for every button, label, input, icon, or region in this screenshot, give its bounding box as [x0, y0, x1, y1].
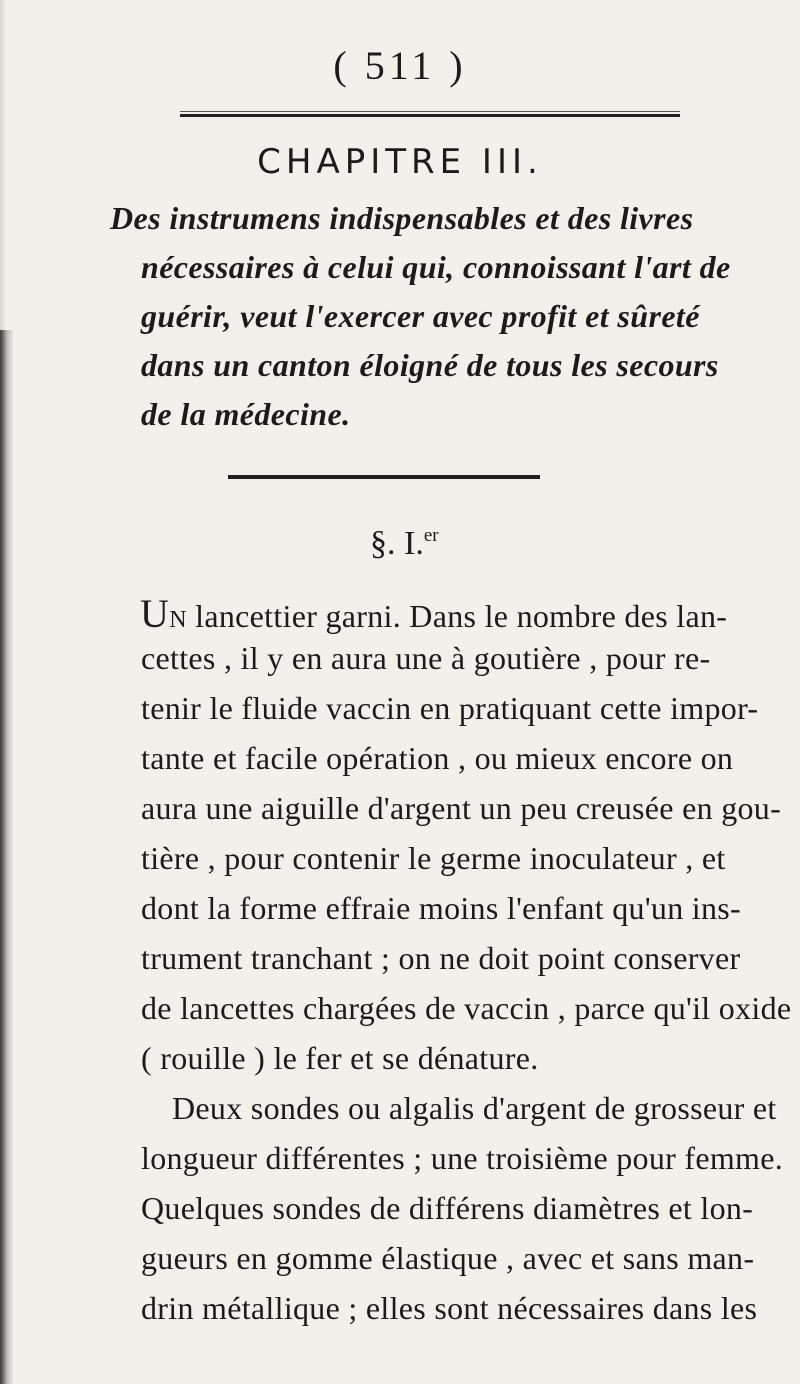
body-line: Quelques sondes de différens diamètres et lon- — [141, 1190, 754, 1226]
body-line: cettes , il y en aura une à goutière , pour re- — [141, 640, 711, 676]
header-rule-thin — [180, 111, 680, 112]
subtitle-line: Des instrumens indispensables et des livres — [110, 200, 694, 236]
body-line: dont la forme effraie moins l'enfant qu'un ins- — [141, 890, 741, 926]
body-line: longueur différentes ; une troisième pour femme. — [141, 1140, 784, 1176]
subtitle-line: de la médecine. — [141, 396, 351, 432]
page-number: ( 511 ) — [333, 43, 467, 88]
body-line: tante et facile opération , ou mieux encore on — [141, 740, 734, 776]
subtitle-line: nécessaires à celui qui, connoissant l'art de — [141, 249, 731, 285]
body-line: tenir le fluide vaccin en pratiquant cette impor- — [141, 690, 759, 726]
subtitle-line: dans un canton éloigné de tous les secours — [141, 347, 719, 383]
chapter-title: CHAPITRE III. — [257, 142, 543, 182]
section-heading — [370, 525, 439, 563]
section-mark: §. I. — [370, 525, 424, 562]
body-line: Deux sondes ou algalis d'argent de grosseur et — [172, 1090, 777, 1126]
header-rule-thick — [180, 114, 680, 117]
section-rule-line — [228, 475, 540, 479]
body-line: de lancettes chargées de vaccin , parce qu'il oxide — [141, 990, 792, 1026]
body-line: trument tranchant ; on ne doit point conserver — [141, 940, 741, 976]
section-mark-sup: er — [423, 525, 439, 546]
header-rule — [180, 111, 680, 117]
drop-cap: U — [140, 591, 170, 636]
body-line: aura une aiguille d'argent un peu creusée en gou- — [141, 790, 782, 826]
body-line: ( rouille ) le fer et se dénature. — [141, 1040, 539, 1076]
body-line: tière , pour contenir le germe inoculateur , et — [141, 840, 726, 876]
small-cap: N — [169, 607, 187, 633]
body-line-text: lancettier garni. Dans le nombre des lan- — [186, 598, 728, 634]
body-line: drin métallique ; elles sont nécessaires dans les — [141, 1290, 758, 1326]
binding-shadow — [0, 330, 14, 1384]
body-line: gueurs en gomme élastique , avec et sans man- — [141, 1240, 755, 1276]
body-line-first — [140, 590, 727, 637]
subtitle-line: guérir, veut l'exercer avec profit et sûreté — [141, 298, 700, 334]
section-rule — [228, 475, 540, 480]
